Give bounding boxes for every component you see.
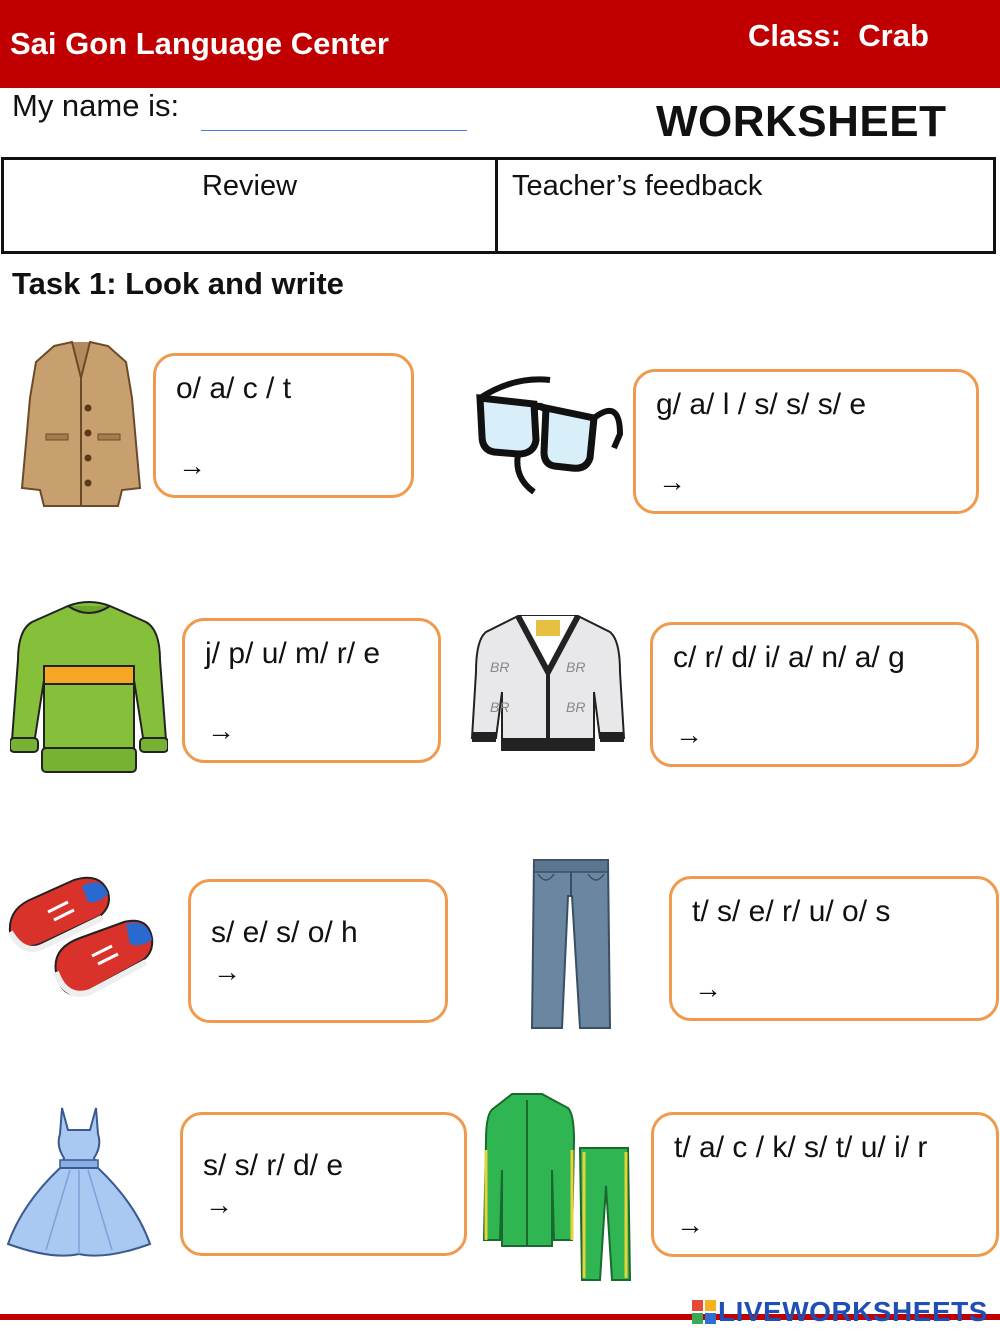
- glasses-icon: [474, 374, 626, 498]
- scrambled-letters: j/ p/ u/ m/ r/ e: [205, 637, 381, 670]
- scrambled-letters: o/ a/ c / t: [176, 372, 292, 405]
- tracksuit-icon: [482, 1090, 632, 1284]
- arrow-icon: →: [205, 1189, 233, 1220]
- feedback-label: Teacher’s feedback: [512, 170, 763, 202]
- center-name: Sai Gon Language Center: [10, 26, 389, 61]
- answer-box[interactable]: [651, 1112, 999, 1257]
- header-bar: [0, 0, 1000, 88]
- scrambled-letters: t/ s/ e/ r/ u/ o/ s: [692, 895, 891, 928]
- shoes-icon: [4, 872, 154, 1030]
- jumper-icon: [10, 600, 168, 780]
- scrambled-letters: t/ a/ c / k/ s/ t/ u/ i/ r: [674, 1131, 928, 1164]
- dress-icon: [6, 1104, 152, 1258]
- svg-text:BR: BR: [490, 699, 510, 715]
- arrow-icon: →: [213, 956, 241, 987]
- task-title: Task 1: Look and write: [12, 266, 344, 301]
- svg-text:BR: BR: [490, 659, 510, 675]
- svg-text:BR: BR: [566, 699, 586, 715]
- review-cell: [4, 160, 498, 251]
- scrambled-letters: s/ e/ s/ o/ h: [211, 916, 358, 949]
- arrow-icon: →: [675, 719, 703, 750]
- coat-icon: [14, 338, 148, 512]
- review-label: Review: [201, 170, 298, 202]
- scrambled-letters: c/ r/ d/ i/ a/ n/ a/ g: [673, 641, 905, 674]
- arrow-icon: →: [694, 973, 722, 1004]
- name-label: My name is:: [12, 88, 180, 123]
- arrow-icon: →: [207, 715, 235, 746]
- answer-box[interactable]: [182, 618, 441, 763]
- answer-box[interactable]: [153, 353, 414, 498]
- answer-box[interactable]: [180, 1112, 467, 1256]
- liveworksheets-mark-icon: [692, 1300, 716, 1324]
- answer-box[interactable]: [669, 876, 999, 1021]
- scrambled-letters: s/ s/ r/ d/ e: [203, 1149, 344, 1182]
- svg-text:BR: BR: [566, 659, 586, 675]
- arrow-icon: →: [658, 466, 686, 497]
- scrambled-letters: g/ a/ l / s/ s/ s/ e: [656, 388, 867, 421]
- name-input-line[interactable]: [201, 130, 467, 131]
- trousers-icon: [530, 856, 612, 1030]
- review-table: [1, 157, 996, 254]
- arrow-icon: →: [178, 450, 206, 481]
- answer-box[interactable]: [650, 622, 979, 767]
- arrow-icon: →: [676, 1209, 704, 1240]
- watermark-text: LIVEWORKSHEETS: [718, 1296, 988, 1327]
- liveworksheets-logo: [692, 1294, 988, 1330]
- cardigan-icon: [470, 612, 626, 752]
- feedback-cell: [498, 160, 993, 251]
- class-label: Class: Crab: [748, 18, 929, 53]
- answer-box[interactable]: [188, 879, 448, 1023]
- answer-box[interactable]: [633, 369, 979, 514]
- worksheet-title: WORKSHEET: [656, 97, 947, 146]
